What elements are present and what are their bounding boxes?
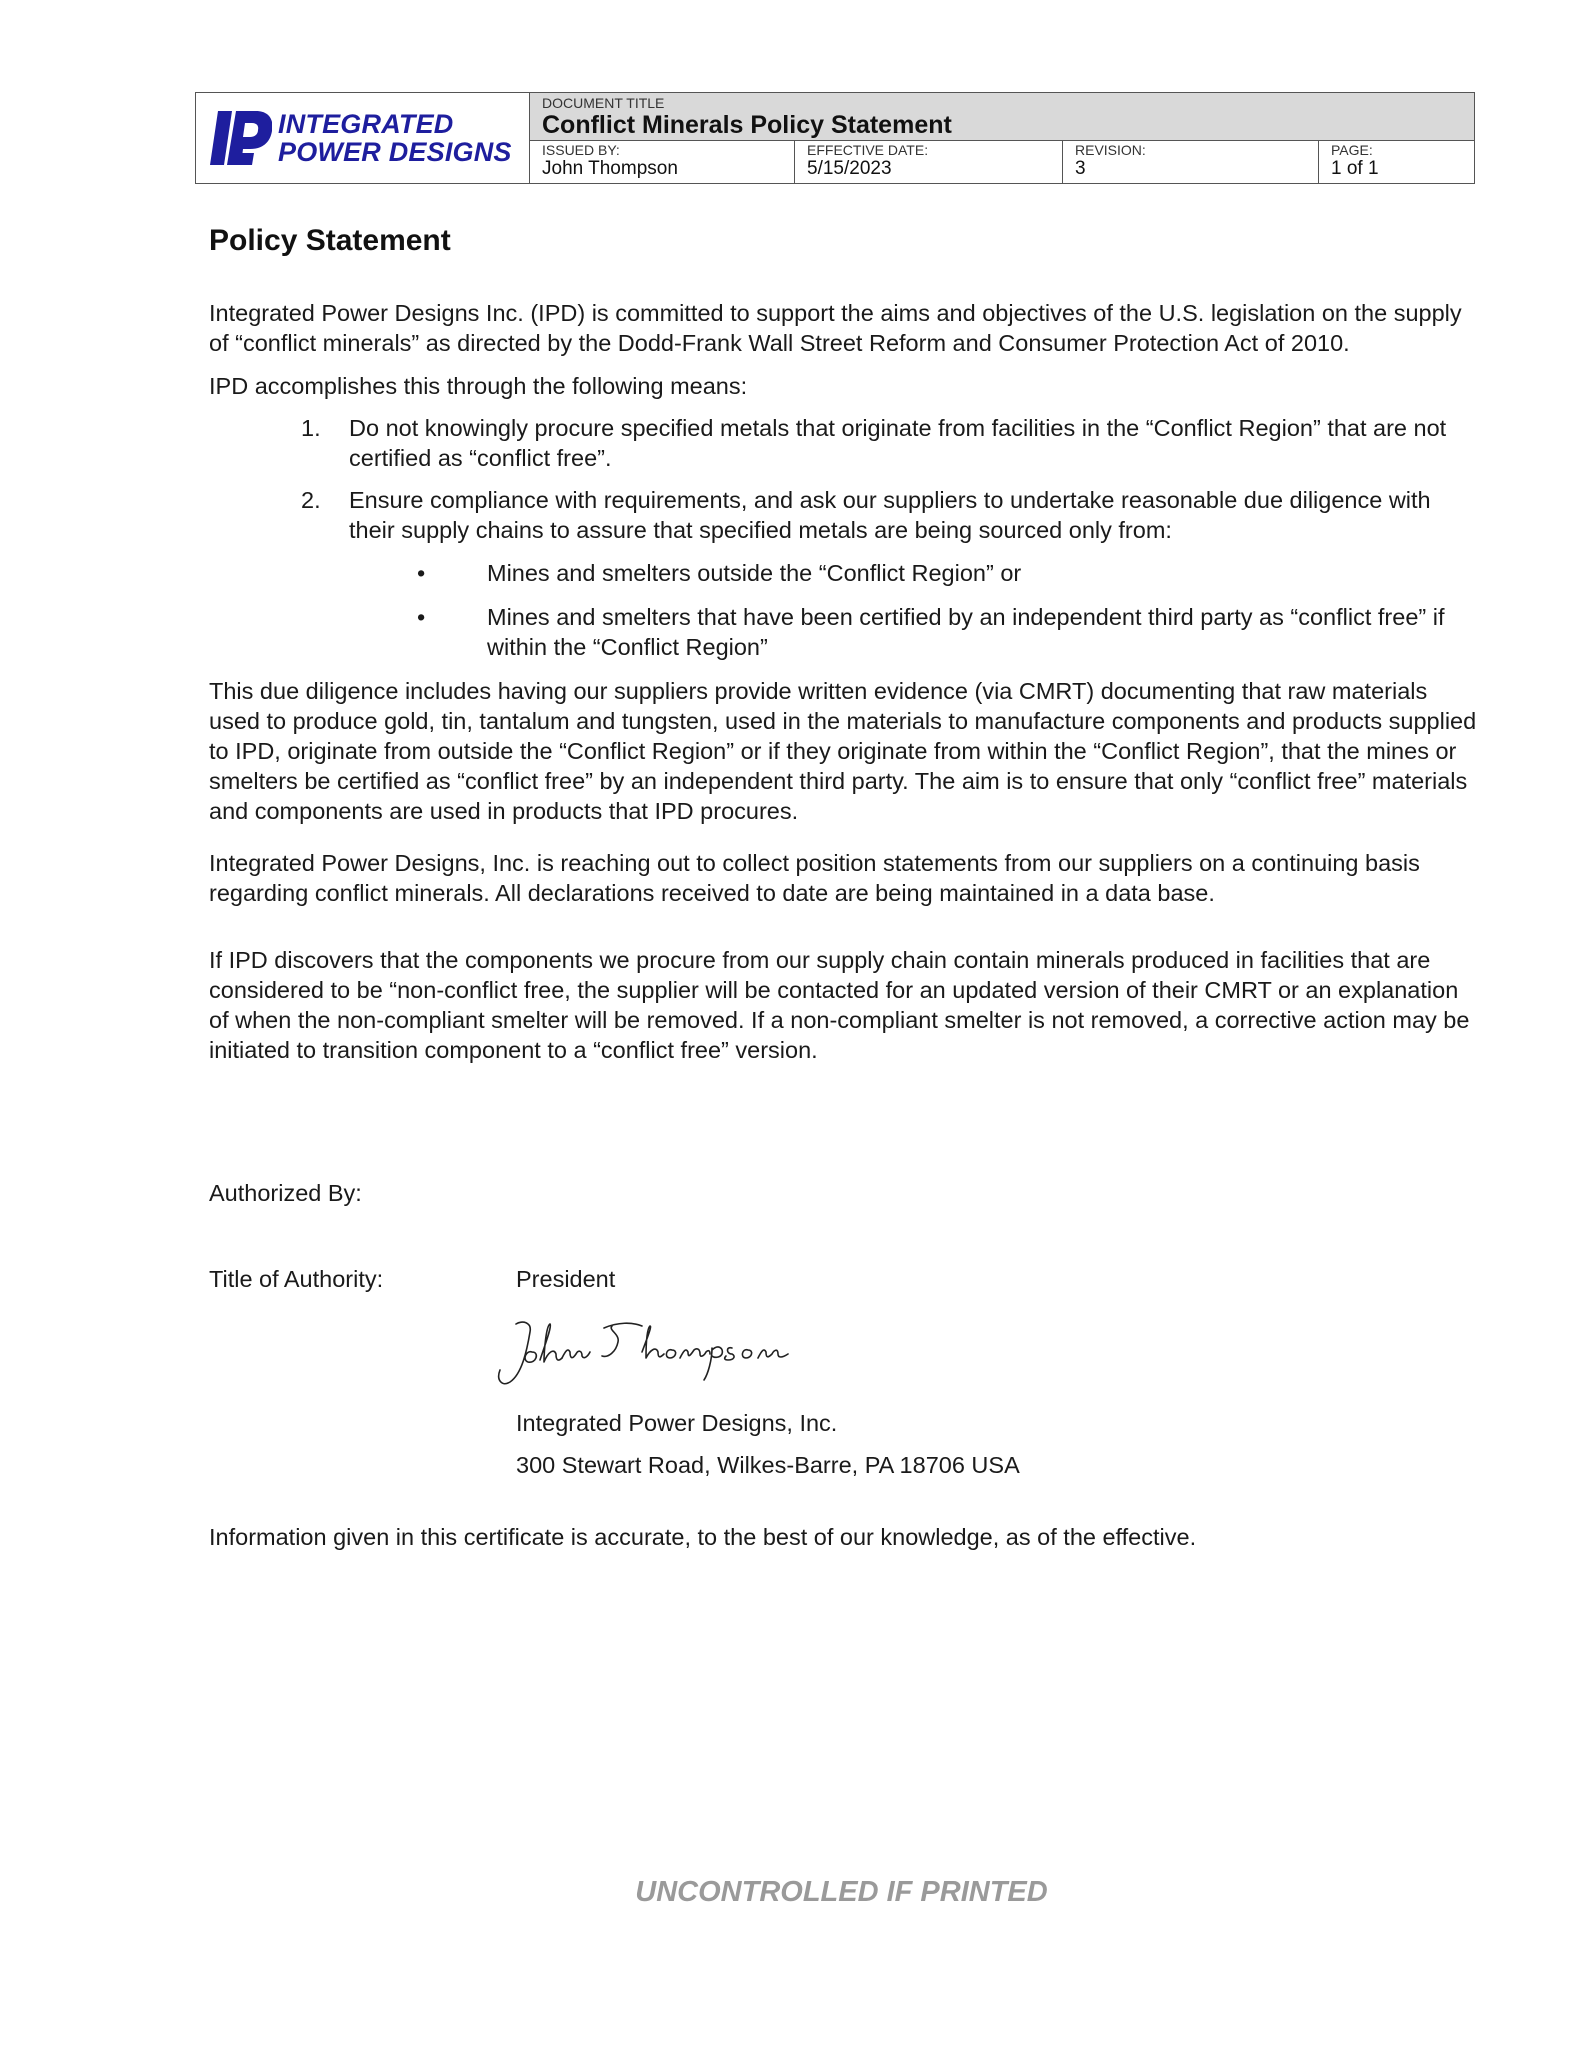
bullet-item	[209, 558, 1479, 588]
issued-by-cell	[530, 141, 795, 183]
header-meta-row	[530, 141, 1474, 183]
revision-label: REVISION:	[1075, 142, 1146, 158]
logo-line-2: POWER DESIGNS	[278, 137, 512, 167]
revision-value: 3	[1075, 158, 1086, 179]
page-cell	[1319, 141, 1474, 183]
corrective-action-paragraph: If IPD discovers that the components we procure from our supply chain contain minerals produced in facilities that are considered to be “non-conflict free, the supplier will be contacted for an updated version of their CMRT or an explanation of when the non-compliant smelter will be removed. If a non-compliant smelter is not removed, a corrective action may be initiated to transition component to a “conflict free” version.	[209, 947, 1470, 1063]
title-of-authority-label: Title of Authority:	[209, 1266, 384, 1292]
revision-cell	[1063, 141, 1319, 183]
bullet-item	[209, 602, 1479, 662]
effective-date-label: EFFECTIVE DATE:	[807, 142, 929, 158]
bullet-icon: •	[417, 560, 426, 586]
due-diligence-paragraph: This due diligence includes having our suppliers provide written evidence (via CMRT) documenting that raw materials used to produce gold, tin, tantalum and tungsten, used in the materials to manufacture components and products supplied to IPD, originate from outside the “Conflict Region” or if they originate from within the “Conflict Region”, that the mines or smelters be certified as “conflict free” by an independent third party. The aim is to ensure that only “conflict free” materials and components are used in products that IPD procures.	[209, 678, 1477, 824]
list-number: 1.	[301, 415, 321, 441]
logo-line-1: INTEGRATED	[278, 109, 454, 139]
numbered-list	[209, 413, 1479, 545]
company-name: Integrated Power Designs, Inc.	[516, 1410, 838, 1436]
list-number: 2.	[301, 487, 321, 513]
means-intro: IPD accomplishes this through the following means:	[209, 373, 748, 399]
authorized-by-label: Authorized By:	[209, 1180, 362, 1206]
header-fields	[530, 93, 1474, 183]
bullet-text: Mines and smelters outside the “Conflict Region” or	[487, 560, 1022, 586]
logo-wordmark	[278, 110, 512, 166]
list-item	[209, 413, 1479, 473]
section-heading: Policy Statement	[209, 224, 451, 257]
outreach-paragraph: Integrated Power Designs, Inc. is reaching out to collect position statements from our suppliers on a continuing basis regarding conflict minerals. All declarations received to date are being maintained in a data base.	[209, 850, 1420, 906]
list-item-text: Do not knowingly procure specified metals that originate from facilities in the “Conflict Region” that are not certified as “conflict free”.	[349, 415, 1447, 471]
issued-by-label: ISSUED BY:	[542, 142, 620, 158]
effective-date-value: 5/15/2023	[807, 158, 892, 179]
intro-paragraph: Integrated Power Designs Inc. (IPD) is committed to support the aims and objectives of the U.S. legislation on the supply of “conflict minerals” as directed by the Dodd-Frank Wall Street Reform and Consumer Protection Act of 2010.	[209, 300, 1462, 356]
effective-date-cell	[795, 141, 1063, 183]
issued-by-value: John Thompson	[542, 158, 678, 179]
page-value: 1 of 1	[1331, 158, 1379, 179]
doc-title-cell	[530, 93, 1474, 141]
ipd-logo-icon	[210, 109, 272, 167]
title-of-authority-value: President	[516, 1266, 616, 1292]
document-header	[195, 92, 1475, 184]
doc-title-label: DOCUMENT TITLE	[542, 95, 665, 111]
bullet-list	[209, 558, 1479, 662]
page-label: PAGE:	[1331, 142, 1373, 158]
document-body	[209, 218, 1479, 1078]
company-logo	[196, 93, 530, 183]
company-address: 300 Stewart Road, Wilkes-Barre, PA 18706 USA	[516, 1452, 1020, 1478]
bullet-text: Mines and smelters that have been certified by an independent third party as “conflict free” if within the “Conflict Region”	[487, 604, 1445, 660]
certificate-note: Information given in this certificate is accurate, to the best of our knowledge, as of the effective.	[209, 1524, 1197, 1550]
uncontrolled-footer: UNCONTROLLED IF PRINTED	[635, 1876, 1048, 1908]
list-item-text: Ensure compliance with requirements, and ask our suppliers to undertake reasonable due diligence with their supply chains to assure that specified metals are being sourced only from:	[349, 487, 1431, 543]
list-item	[209, 485, 1479, 545]
bullet-icon: •	[417, 604, 426, 630]
doc-title: Conflict Minerals Policy Statement	[542, 111, 952, 139]
handwritten-signature	[492, 1312, 832, 1392]
